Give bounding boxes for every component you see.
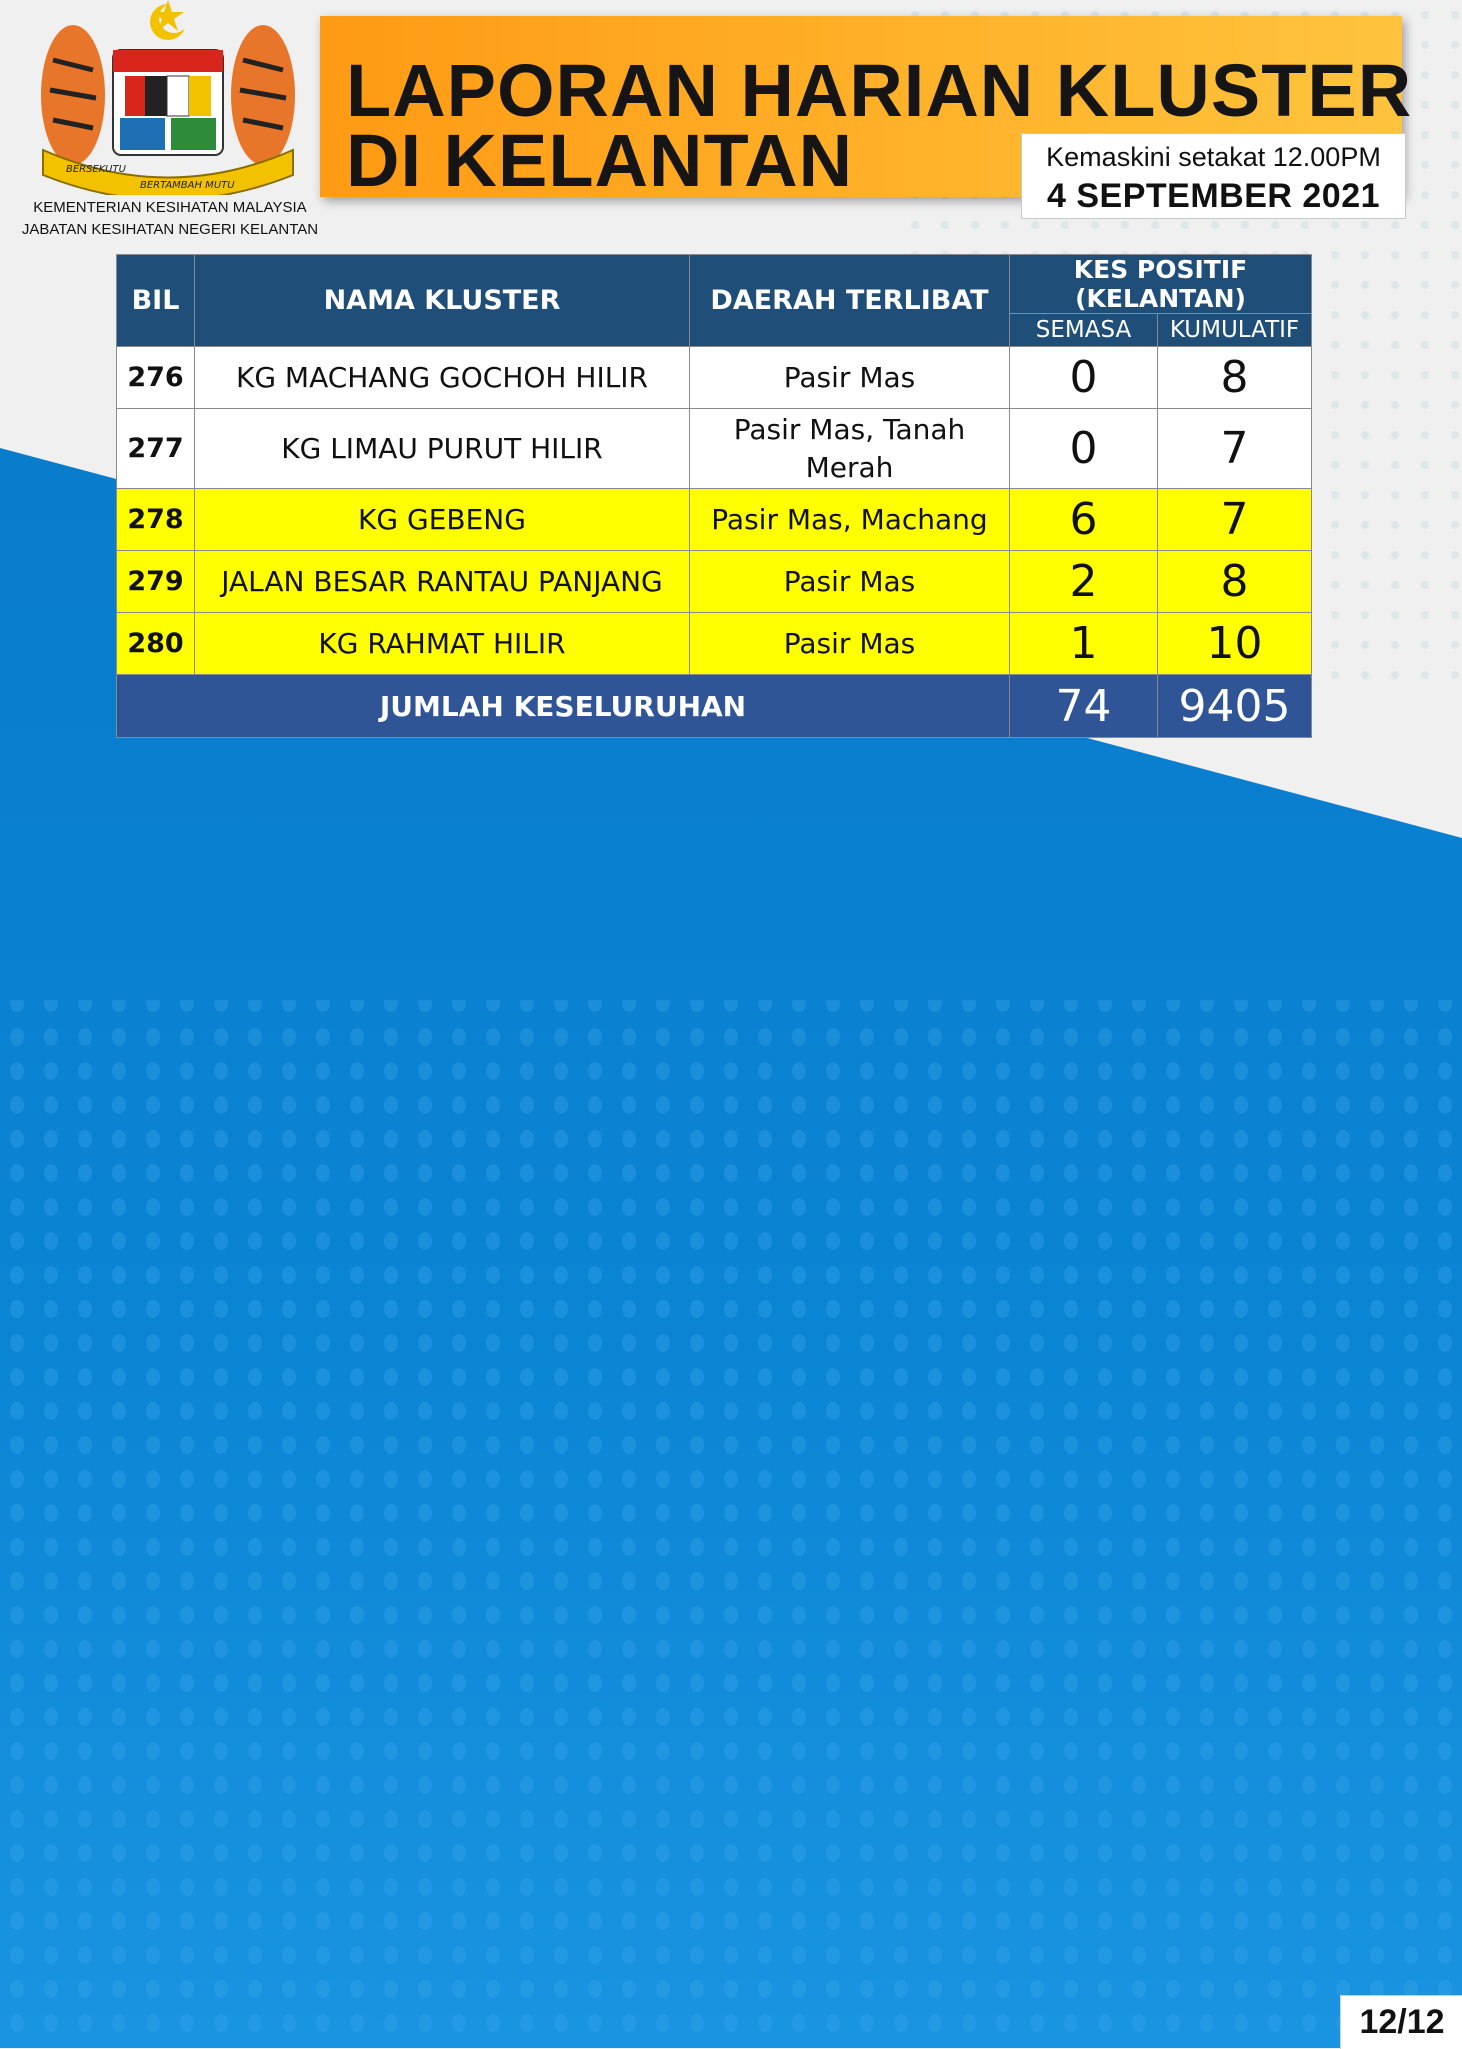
total-kumulatif: 9405 [1158,675,1312,738]
header-kes-positif: KES POSITIF (KELANTAN) [1010,255,1312,314]
header-daerah-terlibat: DAERAH TERLIBAT [690,255,1010,347]
cell-kumulatif: 7 [1158,489,1312,551]
cell-bil: 277 [117,409,195,489]
cell-nama-kluster: KG LIMAU PURUT HILIR [195,409,690,489]
header-nama-kluster: NAMA KLUSTER [195,255,690,347]
cell-daerah: Pasir Mas, Machang [690,489,1010,551]
ministry-line-2: JABATAN KESIHATAN NEGERI KELANTAN [21,221,319,238]
update-date: 4 SEPTEMBER 2021 [1046,177,1381,215]
table-row [117,613,1312,675]
table-row [117,551,1312,613]
cell-daerah: Pasir Mas [690,613,1010,675]
total-label: JUMLAH KESELURUHAN [117,675,1010,738]
cell-semasa: 0 [1010,347,1158,409]
cell-daerah: Pasir Mas [690,551,1010,613]
cell-daerah: Pasir Mas [690,347,1010,409]
cell-semasa: 0 [1010,409,1158,489]
report-title-line-2: DI KELANTAN [346,119,854,202]
cell-bil: 279 [117,551,195,613]
cell-semasa: 6 [1010,489,1158,551]
cell-nama-kluster: JALAN BESAR RANTAU PANJANG [195,551,690,613]
update-label: Kemaskini setakat 12.00PM [1046,142,1381,172]
header-kumulatif: KUMULATIF [1158,314,1312,347]
report-title-line-1: LAPORAN HARIAN KLUSTER [346,49,1413,132]
cell-bil: 276 [117,347,195,409]
header-semasa: SEMASA [1010,314,1158,347]
cell-bil: 278 [117,489,195,551]
coat-of-arms-logo [28,0,308,195]
cell-kumulatif: 8 [1158,551,1312,613]
ministry-line-1: KEMENTERIAN KESIHATAN MALAYSIA [33,199,307,216]
table-row [117,409,1312,489]
cell-kumulatif: 7 [1158,409,1312,489]
table-row [117,489,1312,551]
crest-motto-right: BERTAMBAH MUTU [140,180,235,191]
crest-motto-left: BERSEKUTU [66,164,126,175]
page-indicator: 12/12 [1340,1995,1462,2049]
cluster-table [116,254,1312,738]
cell-nama-kluster: KG MACHANG GOCHOH HILIR [195,347,690,409]
cell-kumulatif: 8 [1158,347,1312,409]
header-bil: BIL [117,255,195,347]
total-row [117,675,1312,738]
cell-nama-kluster: KG GEBENG [195,489,690,551]
cell-kumulatif: 10 [1158,613,1312,675]
cell-semasa: 1 [1010,613,1158,675]
update-box [1021,133,1406,219]
cell-nama-kluster: KG RAHMAT HILIR [195,613,690,675]
total-semasa: 74 [1010,675,1158,738]
cell-daerah: Pasir Mas, Tanah Merah [690,409,1010,489]
ministry-caption [0,197,340,241]
cell-semasa: 2 [1010,551,1158,613]
cell-bil: 280 [117,613,195,675]
table-row [117,347,1312,409]
